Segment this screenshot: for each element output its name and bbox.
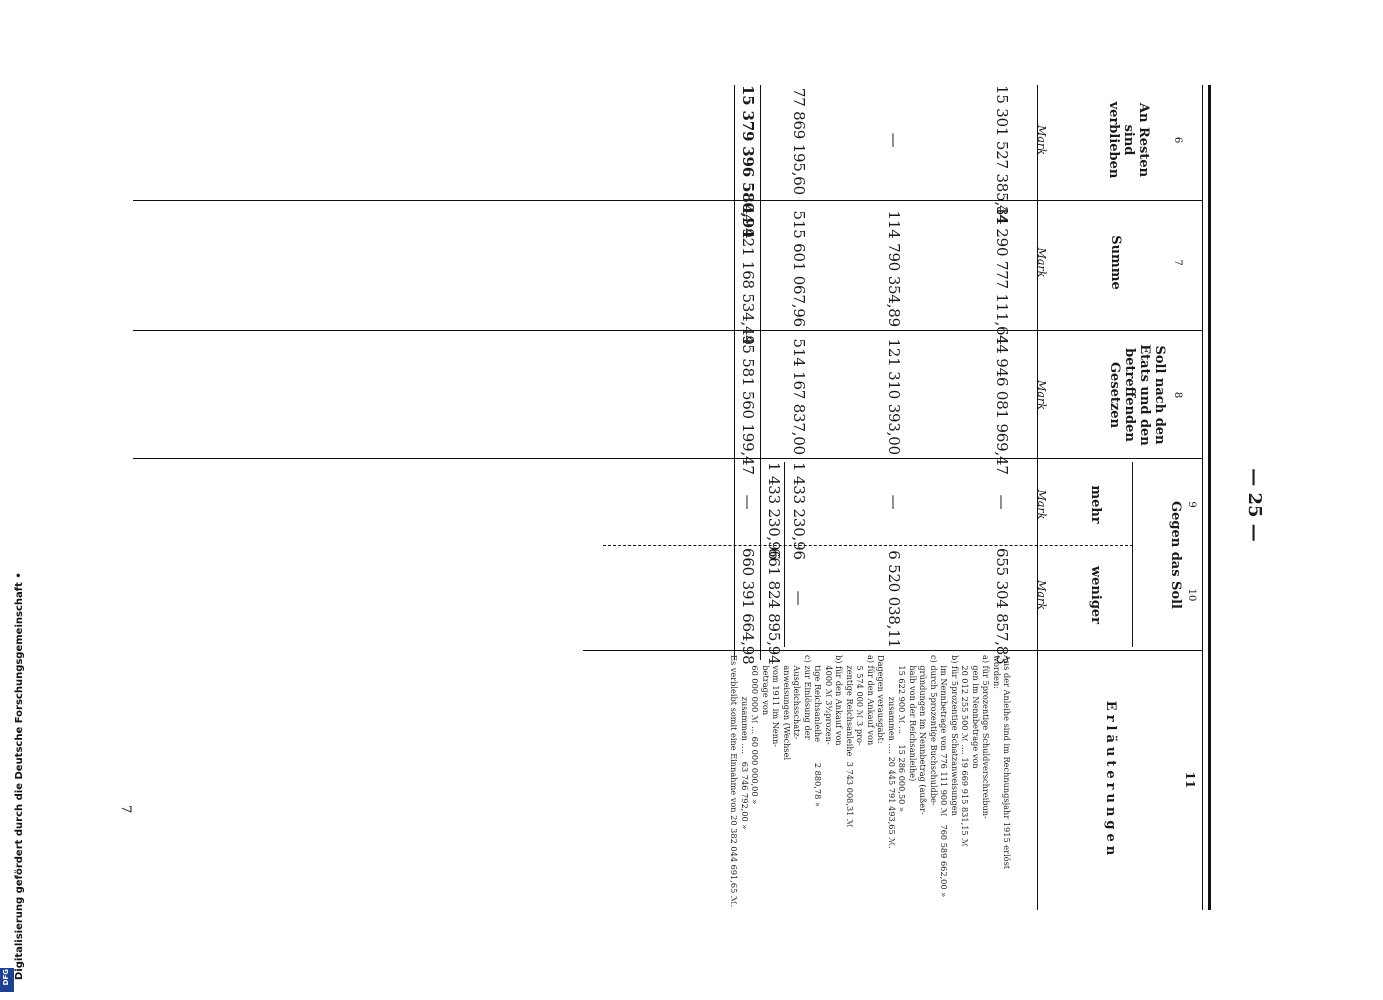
subtotal-c10: 661 824 895,94 <box>765 548 783 665</box>
page-number: — 25 — <box>1244 468 1265 542</box>
rule-top <box>1208 85 1211 910</box>
r3-c6: 77 869 195,60 <box>790 87 808 195</box>
note-line: a) für den Ankauf von <box>866 655 876 746</box>
unit-col6: Mark <box>1035 125 1048 155</box>
header-col9: mehr <box>1088 485 1103 524</box>
note-line: gen im Nennbetrage von <box>971 655 981 769</box>
header-col10: weniger <box>1088 565 1103 625</box>
header-gegen-das-soll: Gegen das Soll <box>1168 500 1183 609</box>
note-line: Ausgleichsschatz- <box>792 655 803 740</box>
total-c8: 45 581 560 199,47 <box>739 335 757 475</box>
vrule-c <box>133 458 1203 459</box>
dfg-logo-text: DFG <box>2 969 10 986</box>
r1-c9: — <box>993 494 1011 510</box>
note-line: 15 622 900 ℳ ... 15 286 000,50 » <box>897 655 908 812</box>
header-col7: Summe <box>1108 235 1123 290</box>
r1-c10: 655 304 857,83 <box>993 548 1011 665</box>
rule-subtotal <box>784 462 785 647</box>
colno-6: 6 <box>1172 136 1183 144</box>
note-line: Es verbleibt somit eine Einnahme von 20 382 044 691,65 ℳ. <box>729 655 740 908</box>
note-line: 4000 ℳ 3½prozen- <box>824 655 834 745</box>
r1-c7: 44 290 777 111,64 <box>993 205 1011 345</box>
vrule-e <box>583 650 1203 651</box>
explanation-notes <box>729 655 1023 955</box>
unit-col9: Mark <box>1035 489 1048 520</box>
total-c9: — <box>739 494 757 510</box>
note-line: c) zur Einlösung der <box>803 655 813 740</box>
rule-totals <box>760 85 761 660</box>
rule-totals-bottom <box>734 85 735 660</box>
vrule-a <box>133 200 1203 201</box>
total-c7: 44 921 168 534,49 <box>739 205 757 345</box>
note-line: zusammen .... 63 746 792,00 » <box>740 655 750 830</box>
r1-c8: 44 946 081 969,47 <box>993 335 1011 475</box>
rule-group <box>1132 462 1133 647</box>
vrule-d <box>603 545 1133 546</box>
r2-c10: 6 520 038,11 <box>885 550 903 648</box>
unit-col10: Mark <box>1035 580 1048 610</box>
note-line: zusammen .... 20 445 791 493,65 ℳ. <box>887 655 897 849</box>
note-line: betrage von <box>761 655 771 716</box>
header-col8: Soll nach den Etats und den betreffenden Gesetzen <box>1107 344 1167 446</box>
header-col11: Erläuterungen <box>1103 700 1118 860</box>
note-line: zentige Reichsanleihe 3 743 008,31 ℳ <box>845 655 855 828</box>
note-line: 5 574 000 ℳ 3 pro- <box>855 655 866 746</box>
note-line: gründungen im Nennbetrag (außer- <box>918 655 929 815</box>
note-line: im Nennbetrage von 776 111 900 ℳ 760 589 662,00 » <box>939 655 950 898</box>
r2-c6: — <box>885 132 903 148</box>
dfg-logo <box>0 968 14 992</box>
r2-c7: 114 790 354,89 <box>885 210 903 327</box>
colno-9: 9 <box>1186 501 1197 508</box>
note-line: c) durch 5prozentige Buchschuldbe- <box>929 655 939 806</box>
subtotal-c9: 1 433 230,96 <box>765 462 783 560</box>
note-line: anweisungen (Wechsel <box>782 655 792 761</box>
unit-col8: Mark <box>1035 380 1048 410</box>
note-line: Dagegen verausgabt: <box>876 655 887 744</box>
header-col6: An Resten sind verblieben <box>1106 101 1151 179</box>
note-line: 60 000 000 ℳ ... 60 000 000,00 » <box>750 655 761 805</box>
digitization-credit <box>2 572 25 995</box>
note-line: vom 1911 im Nenn- <box>771 655 782 748</box>
unit-col7: Mark <box>1035 247 1048 278</box>
note-line: halb von der Reichsanleihe) <box>908 655 918 782</box>
credit-text: Digitalisierung gefördert durch die Deutsche Forschungsgemeinschaft • <box>14 572 25 980</box>
note-line: 20 012 255 500 ℳ .... 19 669 915 831,15 ℳ <box>960 655 971 847</box>
r3-c10: — <box>790 590 808 606</box>
rule-top-thin <box>1202 85 1203 910</box>
note-line: Aus der Anleihe sind im Rechnungsjahr 1915 erlöst <box>1002 655 1013 870</box>
colno-10: 10 <box>1186 588 1197 602</box>
r3-c7: 515 601 067,96 <box>790 210 808 327</box>
signature-mark: 7 <box>118 805 133 814</box>
r3-c8: 514 167 837,00 <box>790 338 808 455</box>
r2-c8: 121 310 393,00 <box>885 338 903 455</box>
r3-c9: 1 433 230,96 <box>790 462 808 560</box>
note-line: b) für 5prozentige Schatzanweisungen <box>950 655 960 816</box>
r1-c6: 15 301 527 385,34 <box>993 85 1011 225</box>
vrule-b <box>133 330 1203 331</box>
note-line: worden: <box>992 655 1002 689</box>
colno-8: 8 <box>1172 391 1183 399</box>
rule-header-bottom <box>1037 85 1038 910</box>
note-line: b) für den Ankauf von <box>834 655 845 746</box>
colno-7: 7 <box>1172 259 1183 266</box>
r2-c9: — <box>885 494 903 510</box>
colno-11: 11 <box>1183 771 1197 789</box>
total-c6: 15 379 396 580,94 <box>739 85 757 239</box>
note-line: a) für 5prozentige Schuldverschreibun- <box>981 655 992 819</box>
note-line: tige Reichsanleihe 2 880,78 » <box>813 655 824 807</box>
total-c10: 660 391 664,98 <box>739 548 757 665</box>
